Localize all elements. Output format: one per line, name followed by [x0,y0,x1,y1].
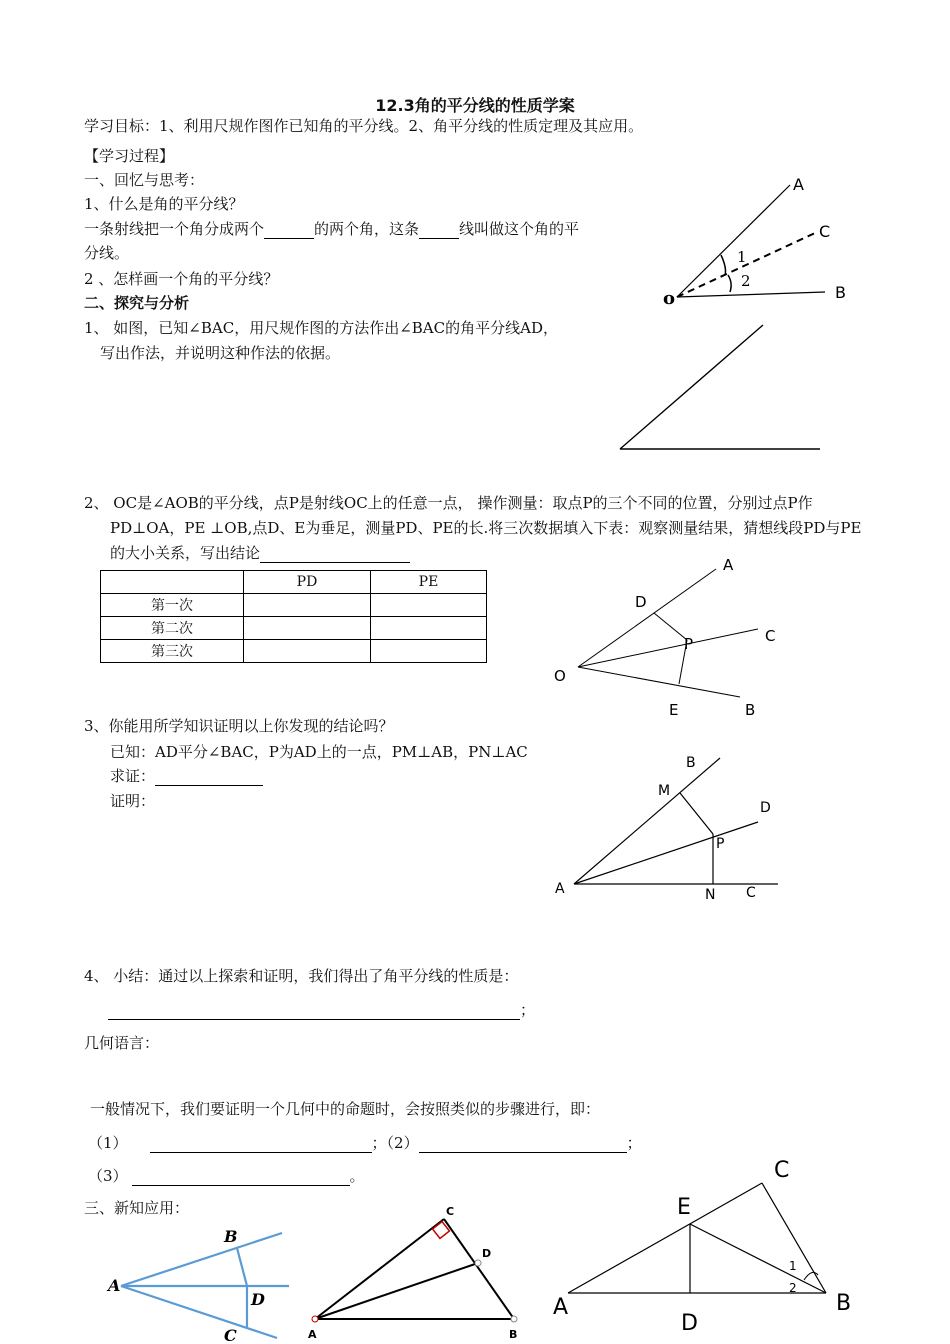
table-header-pd: PD [244,571,371,594]
label-angle-2: 2 [789,1281,797,1295]
blank-1[interactable] [264,222,314,239]
summary-answer [108,1000,535,1020]
application-figure-1 [105,1225,295,1343]
ray-ob [677,292,825,297]
semicolon: ； [520,1001,536,1019]
point-a [312,1316,318,1322]
label-b: B [224,1227,238,1246]
step-2-label: ；（2） [371,1134,419,1152]
measurement-table [100,570,487,663]
label-e: E [669,701,679,719]
label-a: A [793,175,804,194]
step-3-label: （3） [88,1167,128,1185]
q1-text-b: 的两个角，这条 [314,220,420,238]
segment-pd [654,613,687,640]
step-2-end: ； [626,1134,642,1152]
label-a: A [553,1295,569,1320]
side-ac [315,1219,444,1319]
label-c: C [819,222,831,241]
angle-upper-side [620,325,763,449]
q1-text-c: 线叫做这个角的平 [459,220,580,238]
label-b: B [686,755,696,771]
question-2: 2 、怎样画一个角的平分线？ [84,270,279,288]
segment-bd [237,1248,247,1286]
property-blank[interactable] [108,1003,520,1020]
label-a: A [723,556,734,574]
label-angle-2: 2 [741,272,751,290]
problem-3-proof: 证明： [110,792,156,810]
label-o: o [663,288,676,309]
pd-cell[interactable] [244,640,371,663]
table-header-pe: PE [371,571,487,594]
ray-upper [121,1233,282,1286]
table-header-cell [101,571,244,594]
pe-cell[interactable] [371,594,487,617]
proof-figure [550,750,790,905]
step-1-blank[interactable] [150,1136,372,1153]
label-b: B [745,701,756,719]
table-row [101,640,487,663]
application-figure-3 [550,1150,870,1344]
side-ac [568,1183,762,1293]
problem-3-line1: 3、你能用所学知识证明以上你发现的结论吗？ [84,717,394,735]
label-p: P [716,836,725,852]
prove-label: 求证： [110,767,156,785]
pe-cell[interactable] [371,640,487,663]
blank-2[interactable] [419,222,459,239]
label-angle-1: 1 [789,1259,797,1273]
step-3 [88,1166,365,1186]
table-row [101,594,487,617]
table-header-row [101,571,487,594]
prove-blank[interactable] [155,769,263,786]
ray-oa [677,185,790,297]
label-a: A [555,881,565,897]
ray-ab [574,758,720,884]
label-c: C [446,1205,455,1218]
angle-bisector-figure [655,170,855,310]
section3-heading: 三、新知应用： [84,1199,190,1217]
label-n: N [705,887,716,903]
problem-1-line1: 1、 如图，已知∠BAC，用尺规作图的方法作出∠BAC的角平分线AD， [84,319,558,337]
summary-line: 4、 小结：通过以上探索和证明，我们得出了角平分线的性质是： [84,967,519,985]
label-d: D [251,1290,265,1309]
problem-1-line2: 写出作法，并说明这种作法的依据。 [100,344,341,362]
segment-ad [315,1263,478,1319]
label-a: A [308,1328,317,1341]
label-angle-1: 1 [737,248,747,266]
p2-conclusion-prompt: 的大小关系，写出结论 [110,544,261,562]
problem-2-line2: PD⊥OA，PE ⊥OB,点D、E为垂足，测量PD、PE的长.将三次数据填入下表：观察测量结果，猜想线段PD与PE [110,519,862,537]
conclusion-blank[interactable] [260,546,410,563]
general-steps-intro: 一般情况下，我们要证明一个几何中的命题时，会按照类似的步骤进行，即： [90,1100,601,1118]
section1-heading: 一、回忆与思考： [84,171,205,189]
row-label: 第三次 [101,640,244,663]
ray-ad [574,822,758,884]
process-heading: 【学习过程】 [84,147,175,165]
point-b [511,1316,517,1322]
step-1-label: （1） [88,1134,128,1152]
label-d: D [482,1247,492,1260]
label-b: B [836,1291,852,1316]
learning-goal: 学习目标：1、利用尺规作图作已知角的平分线。2、角平分线的性质定理及其应用。 [84,117,644,135]
problem-2-line1: 2、 OC是∠AOB的平分线，点P是射线OC上的任意一点， 操作测量：取点P的三个不同的位置，分别过点P作 [84,494,813,512]
table-row [101,617,487,640]
page-title: 12.3角的平分线的性质学案 [375,96,575,115]
section2-heading: 二、探究与分析 [84,294,190,312]
given-angle-figure [615,320,825,455]
step-3-end: 。 [349,1167,365,1185]
arc-2 [728,275,731,292]
segment-pm [680,793,713,834]
label-e: E [677,1195,691,1220]
question-1-text [84,219,579,239]
label-o: O [554,667,566,685]
question-1: 1、什么是角的平分线？ [84,195,244,213]
problem-2-line3 [110,543,410,563]
geometry-language: 几何语言： [84,1034,160,1052]
application-figure-2 [300,1200,530,1344]
label-c: C [774,1158,790,1183]
label-c: C [746,885,756,901]
problem-3-given: 已知：AD平分∠BAC，P为AD上的一点，PM⊥AB，PN⊥AC [110,743,528,761]
pe-cell[interactable] [371,617,487,640]
problem-3-prove [110,766,263,786]
label-b: B [835,283,846,302]
label-d: D [760,800,771,816]
label-d: D [681,1311,698,1336]
label-d: D [635,593,647,611]
label-b: B [509,1328,518,1341]
label-m: M [658,783,671,799]
q1-text-a: 一条射线把一个角分成两个 [84,220,265,238]
row-label: 第二次 [101,617,244,640]
q1-text-d: 分线。 [84,244,130,262]
pd-cell[interactable] [244,594,371,617]
side-cb [444,1219,514,1319]
arc-1 [721,255,726,275]
label-c: C [224,1326,237,1344]
pd-cell[interactable] [244,617,371,640]
label-c: C [765,627,776,645]
bisector-point-figure [550,550,790,720]
ray-ob [578,667,740,697]
point-d [475,1260,481,1266]
step-3-blank[interactable] [132,1169,350,1186]
row-label: 第一次 [101,594,244,617]
label-p: P [684,635,694,653]
label-a: A [108,1276,121,1295]
